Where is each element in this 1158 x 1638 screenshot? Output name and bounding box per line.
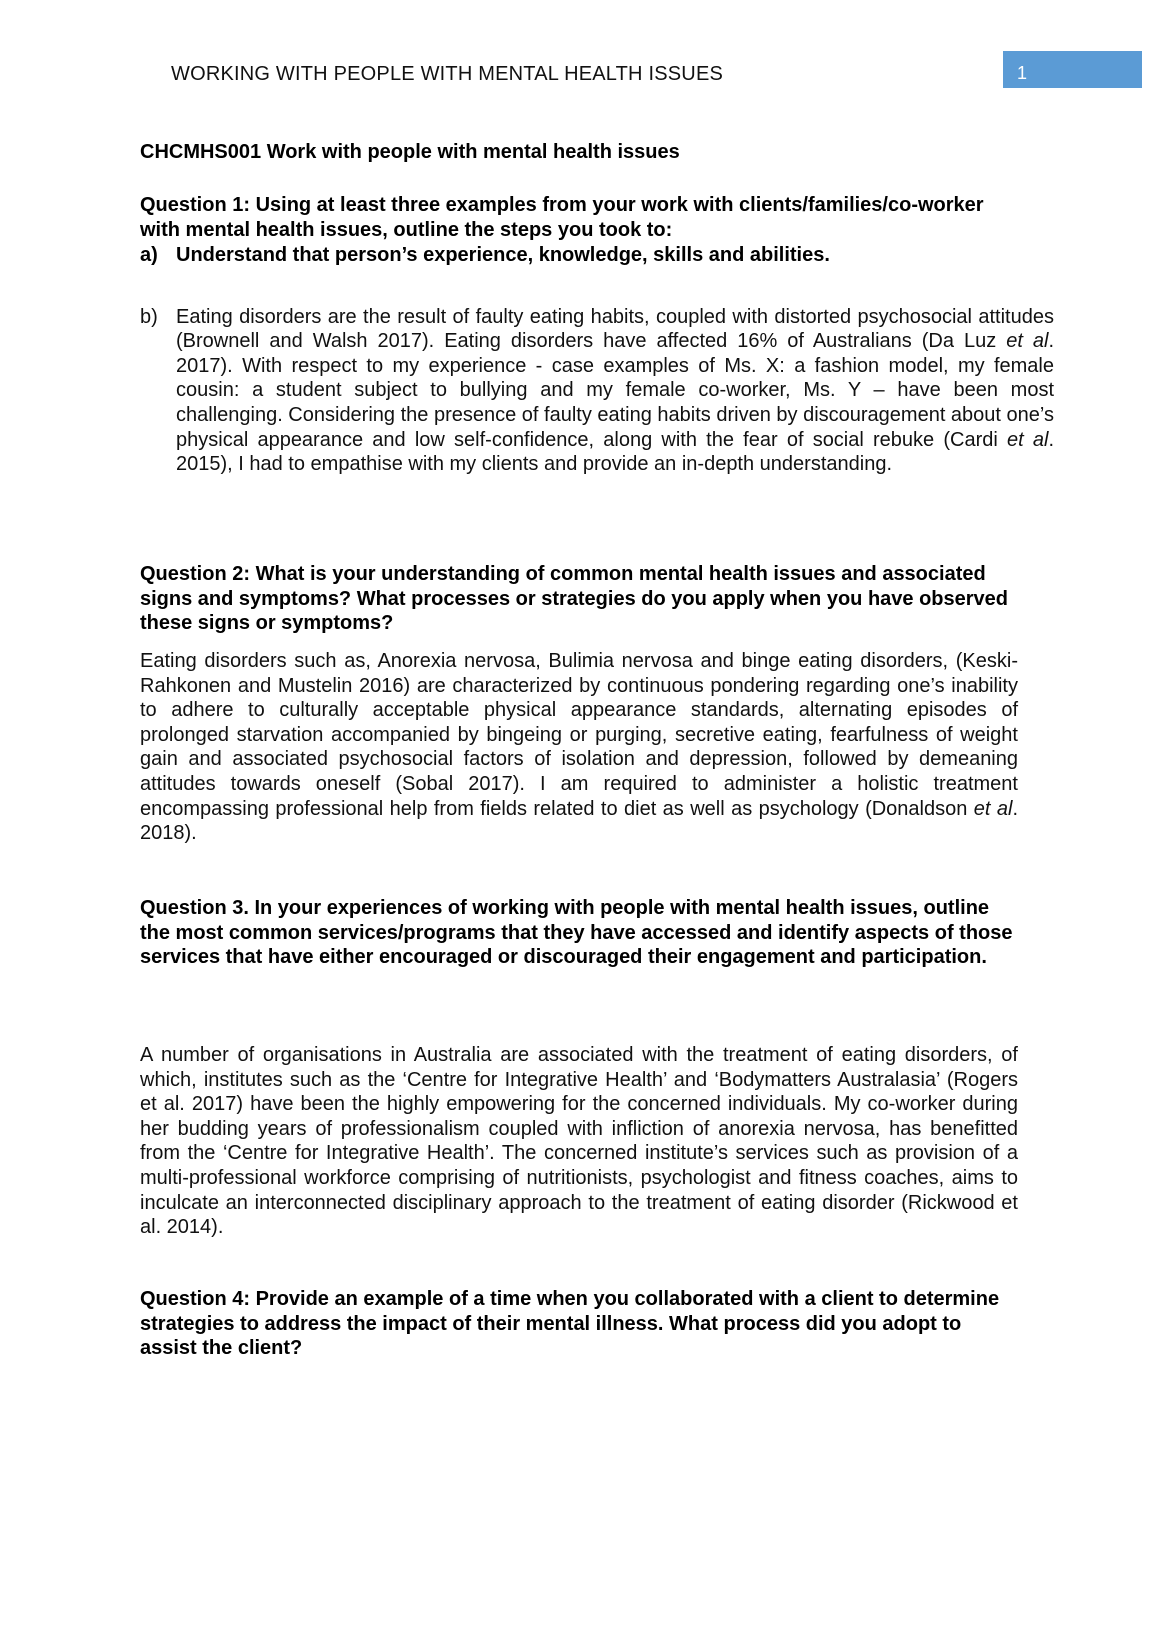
document-title: CHCMHS001 Work with people with mental health issues — [140, 141, 680, 163]
answer-1-part-2: . 2017). With respect to my experience - case examples of Ms. X: a fashion model, my female cousin: a student subject to bullying and my female co-worker, Ms. Y – have been most challenging. Considering the presence of faulty eating habits driven by discouragement about one’s physical appearance and low self-confidence, along with the fear of social rebuke (Cardi — [176, 330, 1054, 451]
item-a-marker: a) — [140, 244, 158, 266]
answer-2-etal: et al — [973, 797, 1013, 820]
question-1-item-a — [140, 243, 1054, 268]
question-2-answer — [140, 649, 1018, 846]
item-a-text: Understand that person’s experience, knowledge, skills and abilities. — [176, 244, 830, 266]
page-number-box — [1003, 51, 1142, 88]
question-3-heading: Question 3. In your experiences of working with people with mental health issues, outline the most common services/programs that they have accessed and identify aspects of those services that have either encouraged or discouraged their engagement and participation. — [140, 897, 1013, 969]
answer-1-etal-1: et al — [1006, 330, 1049, 353]
answer-1-part-1: Eating disorders are the result of faulty eating habits, coupled with distorted psychosocial attitudes (Brownell and Walsh 2017). Eating disorders have affected 16% of Australians (Da Luz — [176, 305, 1054, 353]
question-2-heading: Question 2: What is your understanding of common mental health issues and associated signs and symptoms? What processes or strategies do you apply when you have observed these signs or symptoms? — [140, 563, 1009, 635]
item-b-marker: b) — [140, 305, 158, 328]
answer-1-etal-2: et al — [1007, 428, 1049, 451]
answer-1-part-3: . 2015), I had to empathise with my clients and provide an in-depth understanding. — [176, 428, 1054, 476]
running-header-title: WORKING WITH PEOPLE WITH MENTAL HEALTH ISSUES — [171, 63, 724, 85]
question-3-answer: A number of organisations in Australia are associated with the treatment of eating disorders, of which, institutes such as the ‘Centre for Integrative Health’ and ‘Bodymatters Australasia’ (Rogers et al. 2017) have been the highly empowering for the concerned individuals. My co-worker during her budding years of professionalism coupled with infliction of anorexia nervosa, has benefitted from the ‘Centre for Integrative Health’. The concerned institute’s services such as provision of a multi-professional workforce comprising of nutritionists, psychologist and fitness coaches, aims to inculcate an interconnected disciplinary approach to the treatment of eating disorder (Rickwood et al. 2014). — [140, 1044, 1018, 1239]
question-1-answer-text — [176, 305, 1054, 477]
question-4-heading: Question 4: Provide an example of a time when you collaborated with a client to determine strategies to address the impact of their mental illness. What process did you adopt to assist the client? — [140, 1288, 1000, 1360]
answer-2-part-1: Eating disorders such as, Anorexia nervosa, Bulimia nervosa and binge eating disorders, (Keski-Rahkonen and Mustelin 2016) are characterized by continuous pondering regarding one’s inability to adhere to culturally acceptable physical appearance standards, alternating episodes of prolonged starvation accompanied by bingeing or purging, secretive eating, fearfulness of weight gain and associated psychosocial factors of isolation and depression, followed by demeaning attitudes towards oneself (Sobal 2017). I am required to administer a holistic treatment encompassing professional help from fields related to diet as well as psychology (Donaldson — [140, 650, 1018, 820]
question-1-answer — [140, 305, 1054, 477]
page-number: 1 — [1017, 63, 1028, 83]
question-1-heading: Question 1: Using at least three examples from your work with clients/families/co-worker with mental health issues, outline the steps you took to: — [140, 194, 984, 241]
answer-2-part-2: . 2018). — [140, 797, 1018, 845]
